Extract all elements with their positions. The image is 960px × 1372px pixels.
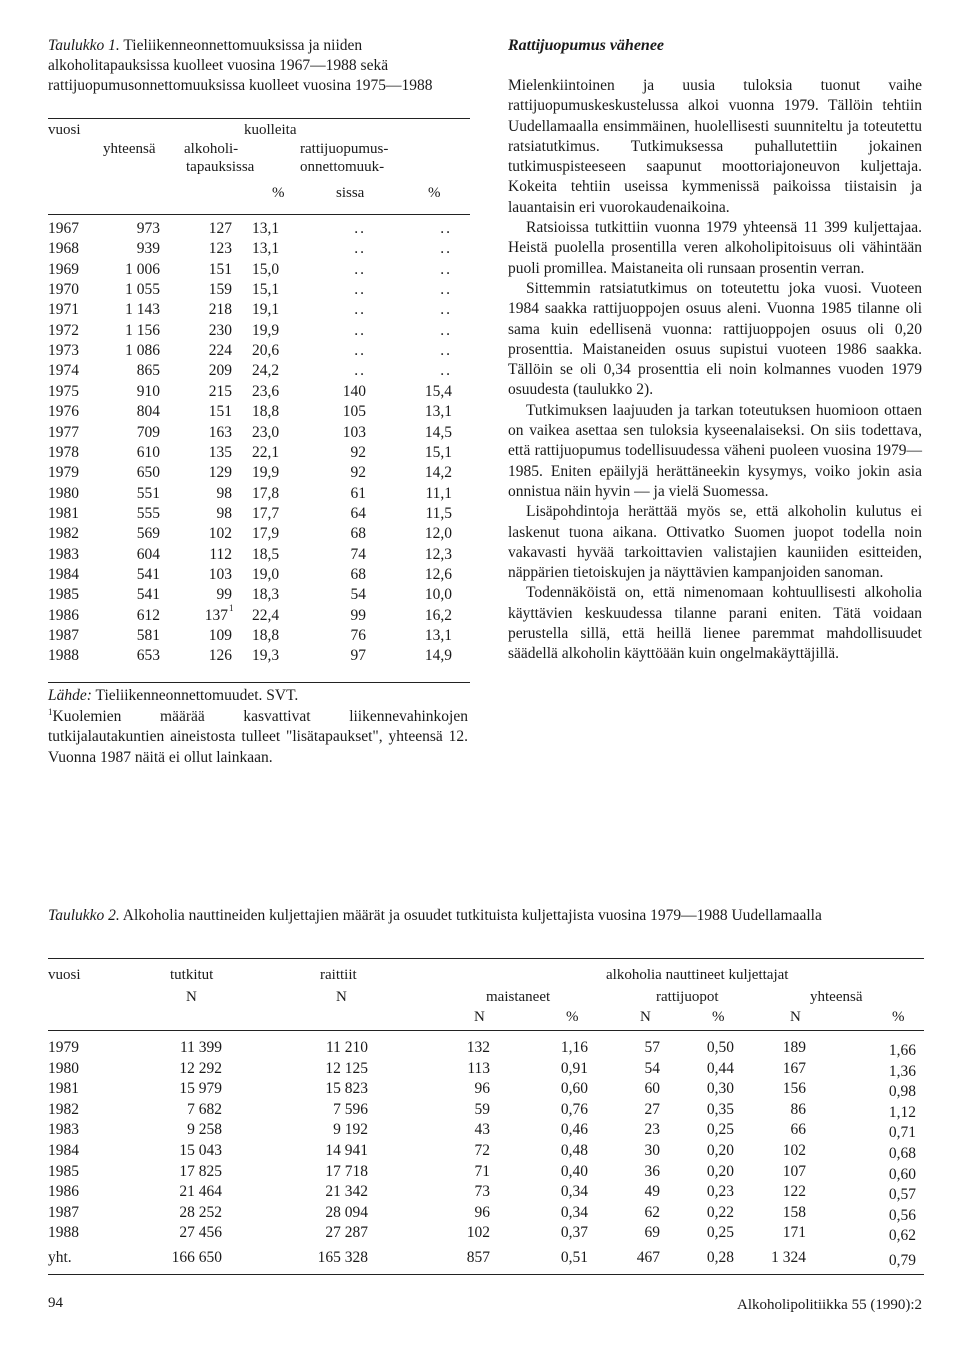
t1-cell-alc: 163 — [208, 423, 232, 441]
t1-cell-year: 1981 — [48, 504, 79, 522]
t1-cell-year: 1980 — [48, 484, 79, 502]
t2-cell-total-n: 167 — [782, 1059, 806, 1077]
t1-cell-alc: 218 — [208, 301, 232, 319]
t2-total-tasted-pct: 0,51 — [560, 1249, 588, 1266]
t2-cell-tested: 12 292 — [179, 1059, 222, 1077]
t1-header-alc2: tapauksissa — [186, 159, 255, 175]
t1-cell-year: 1970 — [48, 281, 79, 299]
t2-cell-total-pct: 0,71 — [888, 1124, 916, 1142]
t2-total-drunk-pct: 0,28 — [706, 1249, 734, 1266]
t1-cell-alc: 98 — [216, 484, 232, 502]
t1-cell-alc-pct: 19,9 — [252, 464, 280, 482]
t2-cell-tasted-pct: 1,16 — [560, 1039, 588, 1056]
t2-cell-total-n: 86 — [790, 1100, 806, 1118]
t2-cell-drunk-n: 57 — [644, 1039, 660, 1056]
t1-cell-alc: 137 — [204, 606, 228, 624]
t2-cell-tasted-n: 72 — [474, 1142, 490, 1159]
t2-cell-total-n: 107 — [782, 1162, 806, 1180]
t1-cell-dui: 105 — [342, 403, 366, 421]
t2-cell-total-pct: 0,56 — [888, 1206, 916, 1224]
t2-cell-sober: 7 596 — [333, 1100, 368, 1118]
t2-cell-drunk-pct: 0,20 — [706, 1142, 734, 1159]
t2-cell-total-pct: 0,57 — [888, 1186, 916, 1204]
t1-cell-alc-pct: 13,1 — [252, 240, 280, 258]
article-paragraph: Tutkimuksen laajuuden ja tarkan toteutuksen huomioon ottaen on vaikea asettaa sen tuloksia kyseenalaiseksi. On siis todettava, että rattijuopumus todellisuudessa väheni puoleen vuosina 1979—1985. Eniten epäilyjä herättäneekin kysymys, voiko jokin asia onnistua näin hyvin — ja vielä Suomessa. — [508, 401, 922, 500]
t2-header-tested-n: N — [186, 989, 197, 1005]
t2-cell-drunk-pct: 0,35 — [706, 1100, 734, 1118]
t1-header-year: vuosi — [48, 122, 81, 138]
t1-cell-total: 1 006 — [125, 260, 160, 278]
t2-cell-drunk-n: 30 — [644, 1142, 660, 1159]
t1-cell-alc-pct: 17,9 — [252, 525, 280, 543]
t1-cell-dui: 97 — [350, 647, 366, 665]
t1-cell-dui: .. — [354, 220, 366, 237]
t1-cell-dui-pct: .. — [440, 301, 452, 319]
t2-cell-tested: 21 464 — [179, 1183, 222, 1201]
t1-cell-year: 1977 — [48, 423, 79, 441]
t1-cell-dui-pct: 14,5 — [424, 423, 452, 441]
t2-cell-sober: 11 210 — [325, 1039, 368, 1056]
t2-cell-tested: 15 979 — [179, 1080, 222, 1098]
t2-total-year: yht. — [48, 1249, 72, 1266]
t2-cell-total-pct: 1,12 — [888, 1103, 916, 1121]
t1-cell-dui-pct: 14,9 — [424, 647, 452, 665]
t1-cell-total: 604 — [136, 545, 160, 563]
t1-cell-year: 1987 — [48, 627, 79, 644]
t2-cell-year: 1979 — [48, 1039, 79, 1056]
t2-cell-drunk-n: 54 — [644, 1059, 660, 1077]
table1-label: Taulukko 1. — [48, 37, 120, 54]
t1-cell-dui-pct: 14,2 — [424, 464, 452, 482]
t1-cell-alc: 98 — [216, 504, 232, 522]
t1-cell-year: 1978 — [48, 443, 79, 461]
t2-cell-tested: 17 825 — [179, 1162, 222, 1180]
t2-cell-tasted-n: 113 — [467, 1059, 490, 1077]
table2-caption: Alkoholia nauttineiden kuljettajien määrät ja osuudet tutkituista kuljettajista vuosina 1979—1988 Uudellamaalla — [122, 907, 822, 924]
t1-cell-dui: .. — [354, 362, 366, 380]
t1-header-dui2: onnettomuuk- — [300, 159, 385, 175]
t1-cell-dui-pct: 15,1 — [424, 443, 452, 461]
t1-cell-alc: 127 — [208, 220, 232, 237]
t1-header-group: kuolleita — [244, 122, 297, 138]
t1-cell-total: 939 — [136, 240, 160, 258]
table2-top-rule — [48, 958, 924, 959]
t2-cell-tasted-pct: 0,34 — [560, 1203, 588, 1221]
t1-cell-alc-pct: 13,1 — [252, 220, 280, 237]
t2-cell-year: 1981 — [48, 1080, 79, 1098]
t1-cell-alc-pct: 15,0 — [252, 260, 280, 278]
t1-header-dui-pct: % — [428, 185, 441, 201]
t2-cell-tasted-pct: 0,48 — [560, 1142, 588, 1159]
t1-cell-dui-pct: .. — [440, 220, 452, 237]
journal-reference: Alkoholipolitiikka 55 (1990):2 — [737, 1297, 922, 1313]
t2-header-tested: tutkitut — [170, 967, 214, 983]
article-column — [508, 36, 922, 665]
t1-cell-alc-pct: 18,8 — [252, 403, 280, 421]
t1-cell-year: 1974 — [48, 362, 79, 380]
t1-cell-alc-pct: 24,2 — [252, 362, 280, 380]
t1-cell-alc: 112 — [209, 545, 232, 563]
t2-cell-drunk-n: 62 — [644, 1203, 660, 1221]
t2-cell-drunk-pct: 0,22 — [706, 1203, 734, 1221]
t2-cell-tasted-n: 96 — [474, 1080, 490, 1098]
t1-cell-alc-pct: 19,3 — [252, 647, 280, 665]
t2-cell-year: 1984 — [48, 1142, 79, 1159]
t1-cell-total: 865 — [136, 362, 160, 380]
t1-cell-year: 1971 — [48, 301, 79, 319]
t1-cell-total: 1 055 — [125, 281, 160, 299]
t1-cell-alc-pct: 23,6 — [252, 382, 280, 400]
t1-cell-dui-pct: 16,2 — [424, 606, 452, 624]
t2-cell-sober: 17 718 — [325, 1162, 368, 1180]
t1-cell-total: 541 — [136, 565, 160, 583]
t2-cell-drunk-pct: 0,23 — [706, 1183, 734, 1201]
table1-caption: Tieliikenneonnettomuuksissa ja niiden alkoholitapauksissa kuolleet vuosina 1967—1988 sekä rattijuopumusonnettomuuksissa kuolleet vuosina 1975—1988 — [48, 37, 433, 94]
t1-cell-dui-pct: .. — [440, 281, 452, 299]
t1-cell-dui-pct: 12,6 — [424, 565, 452, 583]
t1-cell-total: 1 156 — [125, 321, 160, 339]
t2-header-tasted-pct: % — [566, 1009, 579, 1025]
t1-cell-dui: .. — [354, 260, 366, 278]
t1-cell-total: 653 — [136, 647, 160, 665]
t2-cell-drunk-pct: 0,44 — [706, 1059, 734, 1077]
t1-cell-dui: 92 — [350, 464, 366, 482]
t1-cell-total: 650 — [136, 464, 160, 482]
t2-cell-drunk-pct: 0,50 — [706, 1039, 734, 1056]
t2-cell-sober: 14 941 — [325, 1142, 368, 1159]
t2-cell-drunk-pct: 0,20 — [706, 1162, 734, 1180]
t1-header-dui1: rattijuopumus- — [300, 141, 389, 157]
t2-cell-total-n: 66 — [790, 1121, 806, 1139]
t1-cell-total: 709 — [136, 423, 160, 441]
t1-cell-alc: 103 — [208, 565, 232, 583]
t2-cell-tasted-pct: 0,91 — [560, 1059, 588, 1077]
t1-cell-alc-pct: 15,1 — [252, 281, 280, 299]
t1-cell-dui-pct: 12,0 — [424, 525, 452, 543]
t2-cell-total-n: 171 — [782, 1224, 806, 1242]
t2-cell-sober: 15 823 — [325, 1080, 368, 1098]
t2-cell-year: 1980 — [48, 1059, 79, 1077]
t2-cell-tasted-n: 71 — [474, 1162, 490, 1180]
t2-cell-drunk-n: 49 — [644, 1183, 660, 1201]
t1-header-dui3: sissa — [336, 185, 365, 201]
t1-cell-dui: .. — [354, 240, 366, 258]
t2-cell-total-pct: 1,66 — [888, 1042, 916, 1059]
t2-cell-tasted-n: 43 — [474, 1121, 490, 1139]
t1-cell-total: 910 — [136, 382, 160, 400]
t2-cell-tasted-pct: 0,76 — [560, 1100, 588, 1118]
t2-cell-total-n: 156 — [782, 1080, 806, 1098]
article-paragraph: Sittemmin ratsiatutkimus on toteutettu joka vuosi. Vuoteen 1984 saakka rattijuoppojen osuus aleni. Vuonna 1985 tilanne oli sama kuin edellisenä vuonna: rattijuoppojen osuus oli 0,20 prosenttia. Maistaneiden osuus supistui vuoteen 1986 saakka. Tällöin se oli 0,34 prosenttia eli noin kolmannes vuoden 1979 osuudesta (taulukko 2). — [508, 279, 922, 399]
t2-cell-total-n: 158 — [782, 1203, 806, 1221]
t1-cell-dui: .. — [354, 321, 366, 339]
t1-cell-dui-pct: 11,1 — [425, 484, 452, 502]
t2-cell-drunk-n: 60 — [644, 1080, 660, 1098]
t1-cell-alc: 123 — [208, 240, 232, 258]
t1-cell-total: 569 — [136, 525, 160, 543]
t2-header-sober: raittiit — [320, 967, 357, 983]
t1-cell-year: 1973 — [48, 342, 79, 360]
t1-cell-dui: 140 — [342, 382, 366, 400]
t1-cell-year: 1988 — [48, 647, 79, 665]
t2-cell-total-pct: 0,68 — [888, 1145, 916, 1162]
table1-notes — [48, 686, 468, 768]
t2-total-tasted-n: 857 — [466, 1249, 490, 1266]
t1-cell-dui-pct: .. — [440, 240, 452, 258]
t1-cell-alc: 209 — [208, 362, 232, 380]
t2-cell-total-n: 122 — [782, 1183, 806, 1201]
t2-cell-tested: 27 456 — [179, 1224, 222, 1242]
t1-cell-alc-pct: 17,7 — [252, 504, 280, 522]
t1-cell-dui-pct: 10,0 — [424, 586, 452, 604]
t2-cell-tasted-pct: 0,46 — [560, 1121, 588, 1139]
table1-header-rule — [48, 214, 470, 215]
t2-cell-year: 1987 — [48, 1203, 79, 1221]
t2-cell-sober: 9 192 — [333, 1121, 368, 1139]
t1-cell-year: 1975 — [48, 382, 79, 400]
table2-bottom-rule — [48, 1274, 924, 1275]
t1-cell-dui: 103 — [342, 423, 366, 441]
t1-cell-dui: 68 — [350, 565, 366, 583]
t2-cell-drunk-n: 36 — [644, 1162, 660, 1180]
t1-cell-dui-pct: .. — [440, 362, 452, 380]
t1-cell-year: 1986 — [48, 606, 79, 624]
t2-total-drunk-n: 467 — [636, 1249, 660, 1266]
t1-cell-year: 1969 — [48, 260, 79, 278]
t2-cell-total-n: 189 — [782, 1039, 806, 1056]
t1-cell-year: 1967 — [48, 220, 79, 237]
t1-cell-alc: 159 — [208, 281, 232, 299]
table1-footnote — [48, 707, 468, 769]
t1-cell-alc-pct: 17,8 — [252, 484, 280, 502]
t2-cell-total-pct: 0,98 — [888, 1083, 916, 1101]
t1-cell-alc-pct: 22,1 — [252, 443, 280, 461]
t1-cell-year: 1979 — [48, 464, 79, 482]
t1-cell-dui: 68 — [350, 525, 366, 543]
t1-cell-dui-pct: 13,1 — [424, 403, 452, 421]
t1-cell-dui-pct: .. — [440, 260, 452, 278]
t1-cell-total: 581 — [136, 627, 160, 644]
article-paragraph: Mielenkiintoinen ja uusia tuloksia tuonut vaihe rattijuopumuskeskustelussa alkoi vuonna 1979. Tällöin tehtiin Uudellamaalla ensimmäinen, huolellisesti suunniteltu ja toteutettu ratsiatutkimus. Tutkimuksessa puhallutettiin jokainen tutkimuspisteeseen saapunut moottoriajoneuvon kuljettaja. Kokeita tehtiin useissa kymmenissä paikoissa tiistaisin ja lauantaisin eri vuorokaudenaikoina. — [508, 77, 922, 216]
t1-cell-alc: 109 — [208, 627, 232, 644]
t2-cell-tasted-n: 73 — [474, 1183, 490, 1201]
t1-cell-dui: .. — [354, 281, 366, 299]
t2-cell-tested: 28 252 — [179, 1203, 222, 1221]
t1-cell-alc: 126 — [208, 647, 232, 665]
t1-cell-dui-pct: 12,3 — [424, 545, 452, 563]
t1-cell-alc-pct: 18,5 — [252, 545, 280, 563]
t1-cell-total: 1 143 — [125, 301, 160, 319]
t1-cell-dui-pct: .. — [440, 342, 452, 360]
t2-cell-total-pct: 1,36 — [888, 1062, 916, 1080]
t1-cell-dui: 99 — [350, 606, 366, 624]
t1-cell-year: 1968 — [48, 240, 79, 258]
t2-cell-drunk-pct: 0,25 — [706, 1121, 734, 1139]
table2-label: Taulukko 2. — [48, 907, 120, 924]
t1-cell-total: 804 — [136, 403, 160, 421]
t2-header-drunk: rattijuopot — [656, 989, 719, 1005]
t2-cell-drunk-n: 27 — [644, 1100, 660, 1118]
t1-cell-alc: 102 — [208, 525, 232, 543]
t2-total-total-n: 1 324 — [771, 1249, 806, 1266]
t2-cell-sober: 28 094 — [325, 1203, 368, 1221]
t2-cell-drunk-n: 23 — [644, 1121, 660, 1139]
t1-cell-total: 973 — [136, 220, 160, 237]
t1-cell-alc-pct: 19,1 — [252, 301, 280, 319]
t2-header-tasted-n: N — [474, 1009, 485, 1025]
t1-cell-total: 555 — [136, 504, 160, 522]
t2-cell-tasted-pct: 0,37 — [560, 1224, 588, 1242]
t2-header-year: vuosi — [48, 967, 81, 983]
t1-cell-alc-pct: 18,8 — [252, 627, 280, 644]
t1-header-alc-pct: % — [272, 185, 285, 201]
t1-cell-alc-pct: 18,3 — [252, 586, 280, 604]
t1-cell-alc: 151 — [208, 403, 232, 421]
t1-cell-dui-pct: 11,5 — [425, 504, 452, 522]
table1-source-label: Lähde: — [48, 687, 92, 704]
t1-cell-year: 1972 — [48, 321, 79, 339]
t1-cell-alc: 129 — [208, 464, 232, 482]
t1-cell-alc: 99 — [216, 586, 232, 604]
table1-source — [48, 686, 468, 707]
t1-cell-year: 1976 — [48, 403, 79, 421]
t2-cell-tasted-pct: 0,60 — [560, 1080, 588, 1098]
table2-caption-block — [48, 906, 924, 926]
t2-total-tested: 166 650 — [171, 1249, 222, 1266]
t1-cell-total: 1 086 — [125, 342, 160, 360]
t2-cell-tasted-n: 102 — [466, 1224, 490, 1242]
t1-cell-alc: 230 — [208, 321, 232, 339]
t2-header-total-n: N — [790, 1009, 801, 1025]
t1-cell-alc: 135 — [208, 443, 232, 461]
t1-cell-total: 551 — [136, 484, 160, 502]
page-number: 94 — [48, 1295, 63, 1311]
t1-header-alc1: alkoholi- — [184, 141, 239, 157]
t2-cell-tested: 15 043 — [179, 1142, 222, 1159]
t2-header-total-pct: % — [892, 1009, 905, 1025]
article-paragraph: Lisäpohdintoja herättää myös se, että alkoholin kulutus ei laskenut tuona aikana. Ottivatko Suomen juopot todella noin vakavasti hyvää tarkoittavien valistajien kauniiden esitteiden, näppärien tietoiskujen ja näyttävien kampanjoiden sanoman. — [508, 503, 922, 582]
t2-cell-drunk-pct: 0,25 — [706, 1224, 734, 1242]
t1-cell-alc: 215 — [208, 382, 232, 400]
t1-cell-dui: 76 — [350, 627, 366, 644]
table1-footnote-text: Kuolemien määrää kasvattivat liikennevahinkojen tutkijalautakuntien aineistosta tulleet "lisätapaukset", yhteensä 12. Vuonna 1987 näitä ei ollut lainkaan. — [48, 707, 468, 766]
t2-total-total-pct: 0,79 — [888, 1252, 916, 1269]
t2-cell-drunk-pct: 0,30 — [706, 1080, 734, 1098]
t2-header-sober-n: N — [336, 989, 347, 1005]
t2-cell-year: 1983 — [48, 1121, 79, 1139]
t2-cell-total-pct: 0,62 — [888, 1227, 916, 1245]
t1-cell-dui: 54 — [350, 586, 366, 604]
t1-cell-total: 610 — [136, 443, 160, 461]
t1-cell-year: 1984 — [48, 565, 79, 583]
t1-header-total: yhteensä — [103, 141, 156, 157]
t2-cell-total-pct: 0,60 — [888, 1165, 916, 1183]
t1-cell-alc-pct: 23,0 — [252, 423, 280, 441]
t1-cell-dui-pct: 15,4 — [424, 382, 452, 400]
t2-cell-tasted-pct: 0,34 — [560, 1183, 588, 1201]
table2-header-rule — [48, 1030, 924, 1031]
t2-cell-tested: 7 682 — [187, 1100, 222, 1118]
t1-cell-alc: 224 — [208, 342, 232, 360]
t2-cell-drunk-n: 69 — [644, 1224, 660, 1242]
table1-caption-block — [48, 36, 468, 96]
t1-cell-year: 1985 — [48, 586, 79, 604]
t2-header-drunk-n: N — [640, 1009, 651, 1025]
t1-cell-year: 1983 — [48, 545, 79, 563]
t2-cell-sober: 27 287 — [325, 1224, 368, 1242]
t1-cell-dui: 61 — [350, 484, 366, 502]
article-paragraph: Ratsioissa tutkittiin vuonna 1979 yhteensä 11 399 kuljettajaa. Heistä puolella prosentilla veren alkoholipitoisuus oli vähintään puoli promillea. Maistaneita oli runsaan prosentin verran. — [508, 219, 922, 277]
t1-cell-dui: 74 — [350, 545, 366, 563]
t2-total-sober: 165 328 — [317, 1249, 368, 1266]
t1-cell-alc-pct: 19,9 — [252, 321, 280, 339]
t2-header-group: alkoholia nauttineet kuljettajat — [606, 967, 789, 983]
t2-header-total: yhteensä — [810, 989, 863, 1005]
t2-cell-sober: 12 125 — [325, 1059, 368, 1077]
t2-cell-tasted-n: 96 — [474, 1203, 490, 1221]
t1-cell-year: 1982 — [48, 525, 79, 543]
table1-source-text: Tieliikenneonnettomuudet. SVT. — [95, 687, 299, 704]
t2-cell-tasted-n: 132 — [466, 1039, 490, 1056]
t1-cell-dui: 92 — [350, 443, 366, 461]
article-paragraph: Todennäköistä on, että nimenomaan kohtuullisesti alkoholia käyttävien keskuudessa tilanne parani eniten. Tätä voidaan perustella sillä, että heillä lienee paremmat mahdollisuudet säädellä alkoholin käyttöään kuin ongelmakäyttäjillä. — [508, 584, 922, 663]
t2-cell-total-n: 102 — [782, 1142, 806, 1159]
t1-cell-dui: .. — [354, 342, 366, 360]
t2-cell-tested: 11 399 — [179, 1039, 222, 1056]
t2-cell-year: 1985 — [48, 1162, 79, 1180]
table1-footnote-marker: 1 — [48, 706, 53, 717]
t1-cell-dui: 64 — [350, 504, 366, 522]
t1-cell-total: 612 — [136, 606, 160, 624]
article-heading: Rattijuopumus vähenee — [508, 37, 665, 54]
t1-cell-alc-pct: 19,0 — [252, 565, 280, 583]
t2-cell-tasted-pct: 0,40 — [560, 1162, 588, 1180]
t2-cell-year: 1986 — [48, 1183, 79, 1201]
table1-top-rule — [48, 118, 470, 119]
table1-bottom-rule — [48, 682, 470, 683]
t1-cell-dui-pct: .. — [440, 321, 452, 339]
t1-cell-alc-pct: 22,4 — [252, 606, 280, 624]
t2-cell-tasted-n: 59 — [474, 1100, 490, 1118]
t2-cell-tested: 9 258 — [187, 1121, 222, 1139]
t2-cell-year: 1988 — [48, 1224, 79, 1242]
t1-cell-dui: .. — [354, 301, 366, 319]
t1-cell-total: 541 — [136, 586, 160, 604]
t2-header-drunk-pct: % — [712, 1009, 725, 1025]
t1-cell-alc: 151 — [208, 260, 232, 278]
t1-cell-alc-pct: 20,6 — [252, 342, 280, 360]
t2-cell-sober: 21 342 — [325, 1183, 368, 1201]
t1-cell-dui-pct: 13,1 — [424, 627, 452, 644]
t2-cell-year: 1982 — [48, 1100, 79, 1118]
t2-header-tasted: maistaneet — [486, 989, 551, 1005]
